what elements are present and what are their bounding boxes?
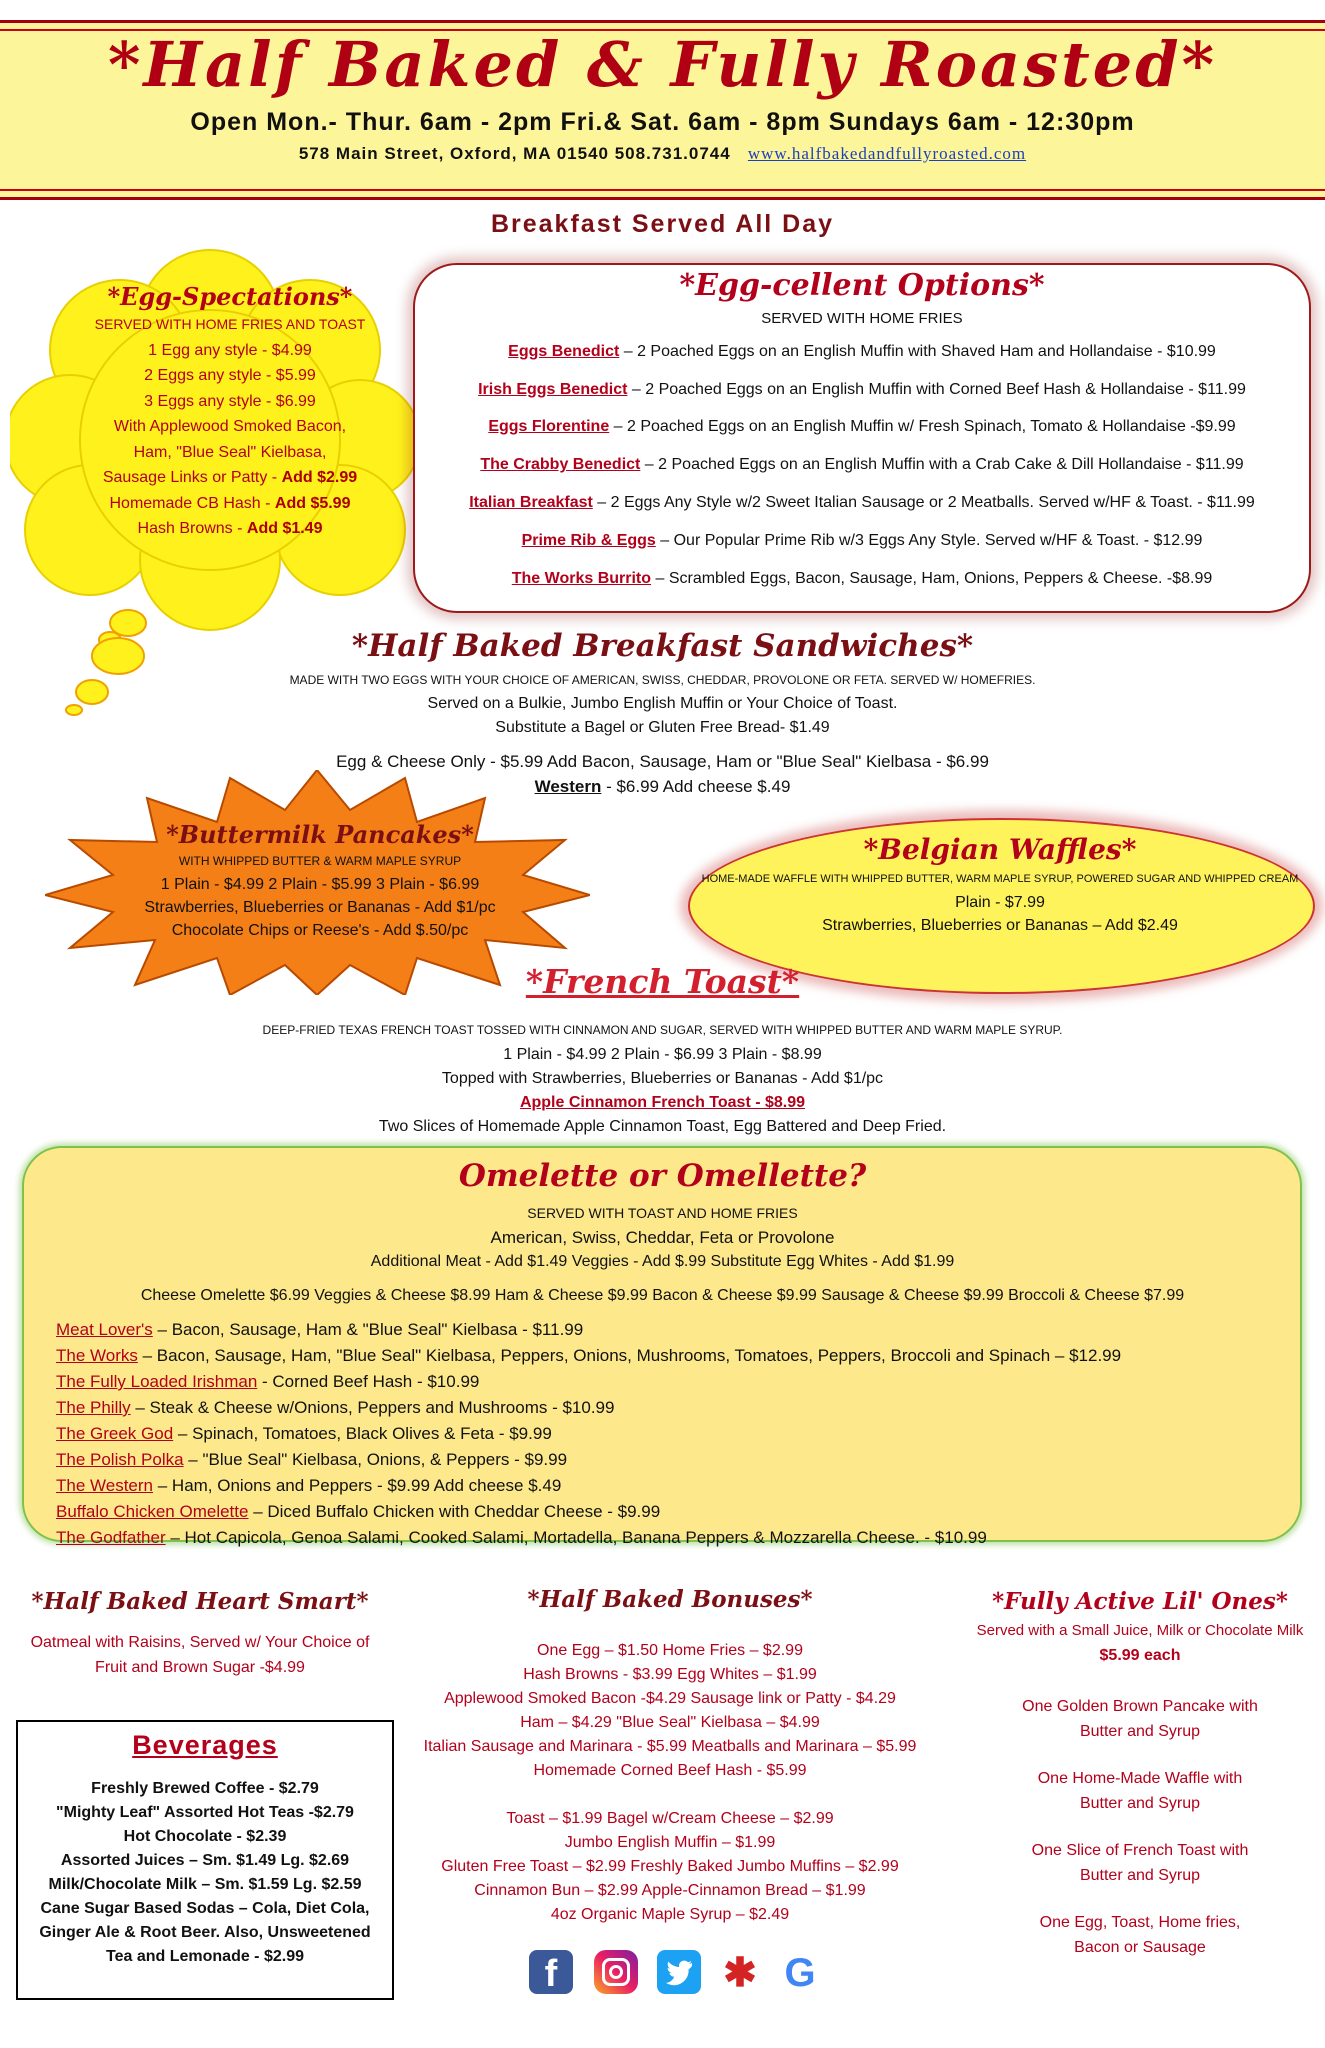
bonus-line: Italian Sausage and Marinara - $5.99 Meatballs and Marinara – $5.99 <box>423 1738 917 1755</box>
french-toast-line: Topped with Strawberries, Blueberries or Bananas - Add $1/pc <box>441 1070 884 1087</box>
bonuses-title: *Half Baked Bonuses* <box>527 1586 813 1613</box>
pancakes-line: Chocolate Chips or Reese's - Add $.50/pc <box>171 922 469 939</box>
french-toast-subtitle: DEEP-FRIED TEXAS FRENCH TOAST TOSSED WITH CINNAMON AND SUGAR, SERVED WITH WHIPPED BUTTER AND WARM MAPLE SYRUP. <box>262 1023 1063 1037</box>
item-name: Irish Eggs Benedict <box>478 381 628 398</box>
menu-item-row <box>413 381 1311 399</box>
pancakes-section <box>60 820 580 942</box>
item-desc: - Corned Beef Hash - $10.99 <box>257 1372 480 1391</box>
item-desc: – Steak & Cheese w/Onions, Peppers and Mushrooms - $10.99 <box>130 1398 615 1417</box>
menu-item-row <box>413 343 1311 361</box>
lil-ones-item: Butter and Syrup <box>1079 1795 1201 1812</box>
french-toast-title-text: *French Toast* <box>525 962 800 1001</box>
beverage-line: Freshly Brewed Coffee - $2.79 <box>91 1780 319 1797</box>
item-name: The Polish Polka <box>56 1450 184 1469</box>
french-toast-line: Two Slices of Homemade Apple Cinnamon Toast, Egg Battered and Deep Fried. <box>378 1118 947 1135</box>
pancakes-subtitle: WITH WHIPPED BUTTER & WARM MAPLE SYRUP <box>178 854 462 868</box>
apple-cinnamon-text: Apple Cinnamon French Toast - $8.99 <box>519 1094 806 1111</box>
omelette-title: Omelette or Omellette? <box>458 1158 867 1194</box>
menu-item-row <box>413 570 1311 588</box>
beverage-line: Cane Sugar Based Sodas – Cola, Diet Cola, <box>40 1900 370 1917</box>
egg-spectations-line: 2 Eggs any style - $5.99 <box>144 367 316 384</box>
item-name: The Works Burrito <box>511 570 652 587</box>
egg-spectations-line: 1 Egg any style - $4.99 <box>148 341 312 359</box>
egg-spectations-title: *Egg-Spectations* <box>107 282 353 311</box>
omelette-item <box>56 1450 567 1470</box>
item-name: The Western <box>56 1476 154 1495</box>
item-name: The Fully Loaded Irishman <box>56 1372 258 1391</box>
item-desc: – Scrambled Eggs, Bacon, Sausage, Ham, Onions, Peppers & Cheese. -$8.99 <box>651 570 1213 587</box>
beverage-line: Tea and Lemonade - $2.99 <box>106 1948 304 1965</box>
sandwiches-subtitle: MADE WITH TWO EGGS WITH YOUR CHOICE OF AMERICAN, SWISS, CHEDDAR, PROVOLONE OR FETA. SERVED W/ HOMEFRIES. <box>289 673 1036 687</box>
omelette-item <box>56 1320 583 1340</box>
waffles-section <box>700 832 1300 937</box>
egg-cellent-subtitle: SERVED WITH HOME FRIES <box>761 310 963 327</box>
item-desc: – 2 Poached Eggs on an English Muffin with Shaved Ham and Hollandaise - $10.99 <box>619 343 1216 360</box>
item-name: Prime Rib & Eggs <box>521 532 656 549</box>
sandwiches-title: *Half Baked Breakfast Sandwiches* <box>351 628 974 664</box>
egg-spectations-line: With Applewood Smoked Bacon, <box>113 418 347 435</box>
hash-browns-text: Hash Browns - <box>137 520 247 537</box>
egg-spectations-line <box>60 465 400 491</box>
waffles-title: *Belgian Waffles* <box>863 833 1137 866</box>
bonus-line: Toast – $1.99 Bagel w/Cream Cheese – $2.99 <box>506 1810 834 1827</box>
omelette-item <box>56 1398 614 1418</box>
omelette-item <box>56 1346 1121 1366</box>
heart-smart-title: *Half Baked Heart Smart* <box>31 1588 369 1615</box>
sandwiches-line: Substitute a Bagel or Gluten Free Bread- $1.49 <box>495 719 830 736</box>
sausage-add: Add $2.99 <box>281 469 358 486</box>
bonus-line: Applewood Smoked Bacon -$4.29 Sausage link or Patty - $4.29 <box>444 1690 896 1707</box>
bonus-line: Homemade Corned Beef Hash - $5.99 <box>533 1762 807 1779</box>
omelette-item <box>56 1372 479 1392</box>
item-desc: – Hot Capicola, Genoa Salami, Cooked Salami, Mortadella, Banana Peppers & Mozzarella Cheese. - $10.99 <box>165 1528 987 1547</box>
egg-cellent-title: *Egg-cellent Options* <box>679 268 1045 303</box>
bonus-line: Hash Browns - $3.99 Egg Whites – $1.99 <box>523 1666 817 1683</box>
western-name: Western <box>534 777 602 796</box>
item-desc: – Ham, Onions and Peppers - $9.99 Add cheese $.49 <box>153 1476 562 1495</box>
item-desc: – Bacon, Sausage, Ham & "Blue Seal" Kielbasa - $11.99 <box>152 1320 584 1339</box>
lil-ones-subtitle: Served with a Small Juice, Milk or Chocolate Milk <box>976 1622 1304 1639</box>
egg-spectations-line: Ham, "Blue Seal" Kielbasa, <box>133 443 327 461</box>
pancakes-title: *Buttermilk Pancakes* <box>166 820 474 849</box>
facebook-icon[interactable]: f <box>529 1950 573 1994</box>
lil-ones-item: One Golden Brown Pancake with <box>1022 1698 1258 1715</box>
bonus-line: 4oz Organic Maple Syrup – $2.49 <box>550 1906 790 1923</box>
lil-ones-title: *Fully Active Lil' Ones* <box>992 1588 1288 1615</box>
lil-ones-item: One Home-Made Waffle with <box>1037 1770 1243 1787</box>
item-desc: – 2 Poached Eggs on an English Muffin w/ Fresh Spinach, Tomato & Hollandaise -$9.99 <box>609 418 1236 435</box>
lil-ones-item: Butter and Syrup <box>1079 1723 1201 1740</box>
item-desc: – 2 Poached Eggs on an English Muffin with Corned Beef Hash & Hollandaise - $11.99 <box>627 381 1246 398</box>
lil-ones-item: One Slice of French Toast with <box>1031 1842 1249 1859</box>
french-toast-line: 1 Plain - $4.99 2 Plain - $6.99 3 Plain - $8.99 <box>503 1046 822 1063</box>
lil-ones-item: Bacon or Sausage <box>1074 1939 1206 1956</box>
sandwiches-line: Egg & Cheese Only - $5.99 Add Bacon, Sausage, Ham or "Blue Seal" Kielbasa - $6.99 <box>336 752 989 771</box>
item-name: The Greek God <box>56 1424 174 1443</box>
item-name: The Works <box>56 1346 138 1365</box>
website-link[interactable]: www.halfbakedandfullyroasted.com <box>747 144 1027 163</box>
egg-spectations-line <box>60 491 400 517</box>
item-name: Eggs Benedict <box>508 343 620 360</box>
beverage-line: "Mighty Leaf" Assorted Hot Teas -$2.79 <box>56 1804 354 1821</box>
instagram-icon[interactable] <box>594 1950 638 1994</box>
menu-item-row <box>413 418 1311 436</box>
omelette-item <box>56 1424 552 1444</box>
waffles-line: Plain - $7.99 <box>955 894 1045 911</box>
egg-spectations-line <box>60 516 400 542</box>
restaurant-title: *Half Baked & Fully Roasted* <box>108 28 1217 101</box>
address-line <box>0 144 1325 164</box>
item-desc: – Diced Buffalo Chicken with Cheddar Cheese - $9.99 <box>248 1502 661 1521</box>
beverage-line: Assorted Juices – Sm. $1.49 Lg. $2.69 <box>60 1852 350 1869</box>
heart-smart-line: Fruit and Brown Sugar -$4.99 <box>95 1659 305 1676</box>
yelp-icon[interactable]: ✱ <box>723 1951 757 1995</box>
lil-ones-price: $5.99 each <box>1099 1647 1181 1664</box>
beverage-line: Ginger Ale & Root Beer. Also, Unsweetened <box>39 1924 371 1941</box>
item-name: Eggs Florentine <box>488 418 610 435</box>
breakfast-banner: Breakfast Served All Day <box>490 210 835 238</box>
item-name: Buffalo Chicken Omelette <box>56 1502 249 1521</box>
bonus-line: Ham – $4.29 "Blue Seal" Kielbasa – $4.99 <box>520 1714 820 1731</box>
item-desc: – "Blue Seal" Kielbasa, Onions, & Peppers - $9.99 <box>183 1450 568 1469</box>
sausage-text: Sausage Links or Patty - <box>102 469 282 486</box>
egg-spectations-subtitle: SERVED WITH HOME FRIES AND TOAST <box>94 316 366 332</box>
waffles-line: Strawberries, Blueberries or Bananas – Add $2.49 <box>822 917 1178 934</box>
waffles-subtitle: HOME-MADE WAFFLE WITH WHIPPED BUTTER, WARM MAPLE SYRUP, POWERED SUGAR AND WHIPPED CREAM <box>701 873 1299 885</box>
lil-ones-item: Butter and Syrup <box>1079 1867 1201 1884</box>
hash-browns-add: Add $1.49 <box>246 520 323 537</box>
beverage-line: Milk/Chocolate Milk – Sm. $1.59 Lg. $2.59 <box>48 1876 362 1893</box>
omelette-item <box>56 1528 987 1548</box>
omelette-line: Cheese Omelette $6.99 Veggies & Cheese $8.99 Ham & Cheese $9.99 Bacon & Cheese $9.99 Sausage & Cheese $9.99 Broccoli & Cheese $7.99 <box>140 1287 1185 1304</box>
hours-line: Open Mon.- Thur. 6am - 2pm Fri.& Sat. 6am - 8pm Sundays 6am - 12:30pm <box>190 108 1135 136</box>
western-desc: - $6.99 Add cheese $.49 <box>601 777 791 796</box>
item-desc: – Bacon, Sausage, Ham, "Blue Seal" Kielbasa, Peppers, Onions, Mushrooms, Tomatoes, Peppers, Broccoli and Spinach – $12.99 <box>137 1346 1122 1365</box>
egg-spectations-section <box>60 282 400 542</box>
twitter-icon[interactable] <box>657 1950 701 1994</box>
omelette-subtitle: SERVED WITH TOAST AND HOME FRIES <box>527 1205 798 1221</box>
pancakes-line: 1 Plain - $4.99 2 Plain - $5.99 3 Plain - $6.99 <box>160 876 480 893</box>
omelette-item <box>56 1502 660 1522</box>
bonus-line: One Egg – $1.50 Home Fries – $2.99 <box>537 1642 803 1659</box>
egg-spectations-line: 3 Eggs any style - $6.99 <box>144 392 316 410</box>
item-desc: – 2 Poached Eggs on an English Muffin with a Crab Cake & Dill Hollandaise - $11.99 <box>640 456 1244 473</box>
address-text: 578 Main Street, Oxford, MA 01540 508.731.0744 <box>298 144 731 163</box>
sandwiches-line: Served on a Bulkie, Jumbo English Muffin or Your Choice of Toast. <box>427 695 898 712</box>
item-desc: – Spinach, Tomatoes, Black Olives & Feta - $9.99 <box>173 1424 552 1443</box>
beverages-title: Beverages <box>132 1730 278 1760</box>
google-icon[interactable]: G <box>784 1951 816 1995</box>
heart-smart-line: Oatmeal with Raisins, Served w/ Your Choice of <box>30 1634 370 1651</box>
bonus-line: Gluten Free Toast – $2.99 Freshly Baked Jumbo Muffins – $2.99 <box>441 1858 899 1875</box>
item-name: The Crabby Benedict <box>480 456 641 473</box>
bonus-line: Cinnamon Bun – $2.99 Apple-Cinnamon Bread – $1.99 <box>474 1882 866 1899</box>
cb-hash-text: Homemade CB Hash - <box>109 494 275 512</box>
item-name: Italian Breakfast <box>469 494 593 511</box>
menu-item-row <box>413 532 1311 550</box>
item-name: The Godfather <box>56 1528 166 1547</box>
bonus-line: Jumbo English Muffin – $1.99 <box>564 1834 776 1851</box>
beverage-line: Hot Chocolate - $2.39 <box>123 1828 287 1845</box>
menu-item-row <box>413 456 1311 474</box>
item-desc: – Our Popular Prime Rib w/3 Eggs Any Style. Served w/HF & Toast. - $12.99 <box>655 532 1203 549</box>
omelette-line: American, Swiss, Cheddar, Feta or Provolone <box>490 1228 835 1247</box>
french-toast-title <box>0 962 1325 1001</box>
omelette-line: Additional Meat - Add $1.49 Veggies - Add $.99 Substitute Egg Whites - Add $1.99 <box>370 1253 955 1270</box>
item-name: The Philly <box>56 1398 131 1417</box>
item-desc: – 2 Eggs Any Style w/2 Sweet Italian Sausage or 2 Meatballs. Served w/HF & Toast. - $11.99 <box>592 494 1255 511</box>
apple-cinnamon-line <box>0 1094 1325 1112</box>
item-name: Meat Lover's <box>56 1320 153 1339</box>
cb-hash-add: Add $5.99 <box>274 494 351 512</box>
lil-ones-item: One Egg, Toast, Home fries, <box>1039 1914 1241 1931</box>
pancakes-line: Strawberries, Blueberries or Bananas - Add $1/pc <box>144 899 496 916</box>
omelette-item <box>56 1476 561 1496</box>
menu-item-row <box>413 494 1311 512</box>
